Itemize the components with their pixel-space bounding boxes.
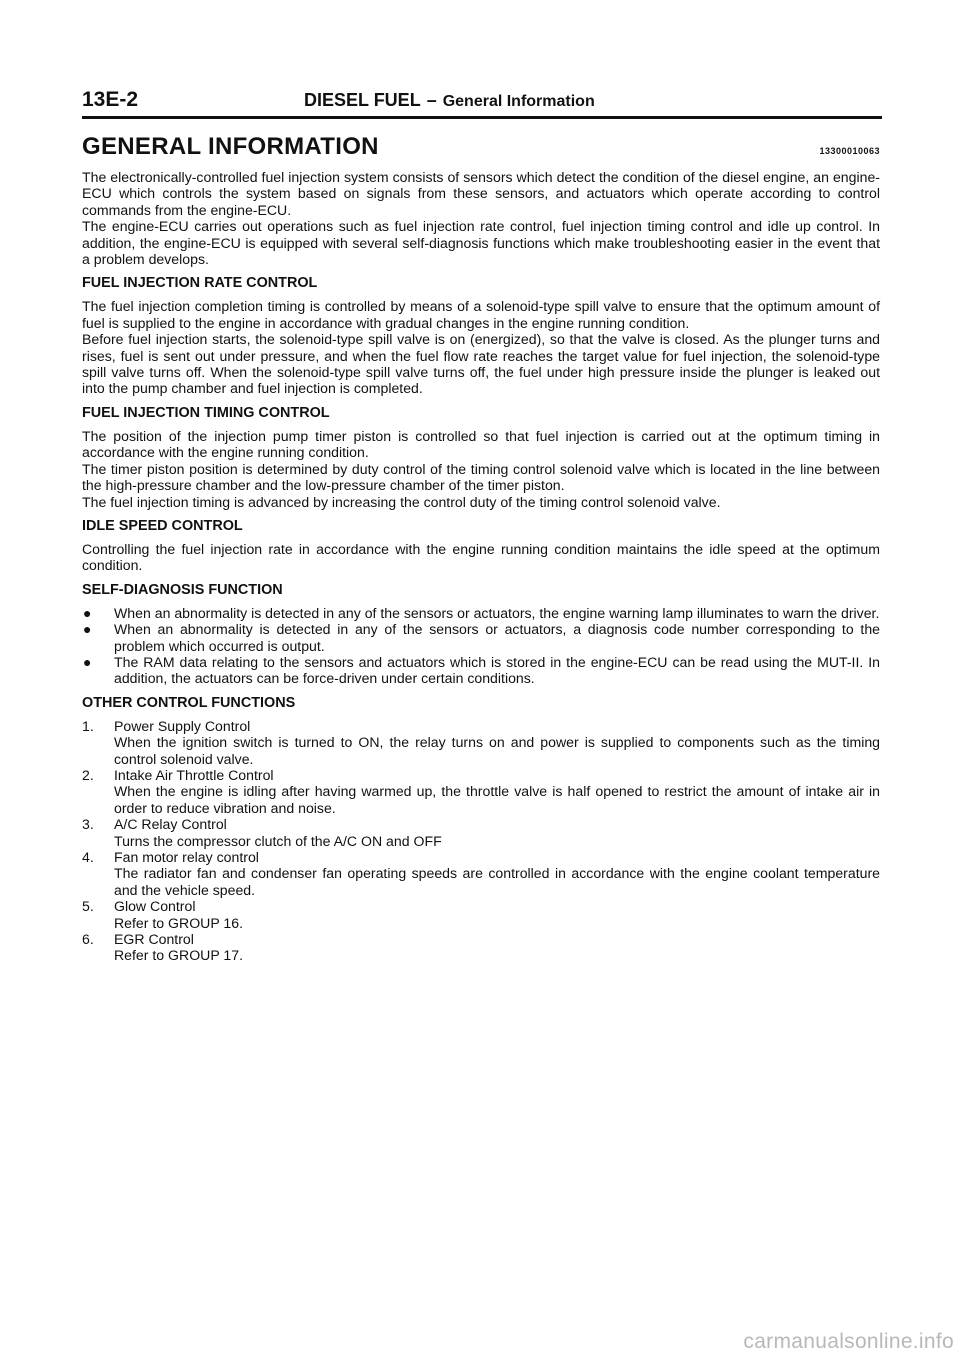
item-title: Glow Control (114, 898, 196, 915)
item-text: Turns the compressor clutch of the A/C ON and OFF (114, 832, 442, 849)
item-text: Refer to GROUP 17. (114, 947, 243, 964)
intro-paragraph: The engine-ECU carries out operations such as fuel injection rate control, fuel injection timing control and idle up control. In addition, the engine-ECU is equipped with several self-diagnosis functions which make troubleshooting easier in the event that a problem develops. (82, 218, 880, 268)
item-number: 2. (82, 766, 94, 783)
bullet-text: The RAM data relating to the sensors and actuators which is stored in the engine-ECU can be read using the MUT-II. In addition, the actuators can be force-driven under certain conditions. (114, 653, 880, 687)
bullet-dot-icon: ● (83, 604, 92, 621)
item-title: EGR Control (114, 931, 194, 948)
section-heading-self-diagnosis: SELF-DIAGNOSIS FUNCTION (82, 581, 283, 598)
main-heading-row (82, 133, 880, 161)
section-heading-other-functions: OTHER CONTROL FUNCTIONS (82, 694, 296, 711)
diagnosis-bullet-list (82, 605, 880, 687)
other-functions-list (82, 718, 880, 964)
item-text: When the ignition switch is turned to ON, the relay turns on and power is supplied to components such as the timing control solenoid valve. (114, 734, 880, 767)
header-separator: – (426, 90, 437, 110)
bullet-dot-icon: ● (83, 653, 92, 670)
document-id: 13300010063 (819, 146, 880, 156)
item-number: 3. (82, 816, 94, 833)
body-paragraph: The fuel injection timing is advanced by increasing the control duty of the timing control solenoid valve. (82, 493, 721, 510)
body-paragraph: The position of the injection pump timer piston is controlled so that fuel injection is carried out at the optimum timing in accordance with the engine running condition. (82, 427, 880, 461)
item-title: Intake Air Throttle Control (114, 766, 274, 783)
intro-paragraph: The electronically-controlled fuel injection system consists of sensors which detect the condition of the diesel engine, an engine-ECU which controls the system based on signals from these sensors, and actuators which operate according to control commands from the engine-ECU. (82, 169, 880, 218)
numbered-item (82, 767, 880, 816)
body-paragraph: Before fuel injection starts, the solenoid-type spill valve is on (energized), so that the valve is closed. As the plunger turns and rises, fuel is sent out under pressure, and when the fuel flow rate reaches the target value for fuel injection, the solenoid-type spill valve turns off. When the solenoid-type spill valve turns off, the fuel under high pressure inside the plunger is leaked out into the pump chamber and fuel injection is completed. (82, 331, 880, 397)
section-heading-idle-speed: IDLE SPEED CONTROL (82, 517, 243, 534)
subsection-name: General Information (442, 93, 595, 110)
bullet-item (82, 621, 880, 654)
bullet-item (82, 605, 880, 621)
item-number: 5. (82, 898, 94, 915)
numbered-item (82, 849, 880, 898)
running-header (82, 88, 880, 112)
body-paragraph: Controlling the fuel injection rate in accordance with the engine running condition maintains the idle speed at the optimum condition. (82, 540, 880, 574)
page-number: 13E-2 (82, 88, 139, 111)
item-text: When the engine is idling after having warmed up, the throttle valve is half opened to restrict the amount of intake air in order to reduce vibration and noise. (114, 783, 880, 816)
numbered-item (82, 718, 880, 767)
manual-page (82, 88, 880, 964)
item-title: Fan motor relay control (114, 849, 259, 865)
section-name: DIESEL FUEL (304, 90, 421, 110)
header-rule (82, 116, 882, 119)
item-title: Power Supply Control (114, 717, 251, 734)
page-title: GENERAL INFORMATION (82, 133, 379, 160)
item-title: A/C Relay Control (114, 816, 227, 833)
watermark: carmanualsonline.info (743, 1330, 954, 1353)
item-number: 4. (82, 849, 94, 865)
item-number: 6. (82, 931, 94, 948)
section-title (304, 90, 595, 111)
bullet-text: When an abnormality is detected in any of the sensors or actuators, a diagnosis code number corresponding to the problem which occurred is output. (114, 621, 880, 654)
body-paragraph: The fuel injection completion timing is controlled by means of a solenoid-type spill valve to ensure that the optimum amount of fuel is supplied to the engine in accordance with gradual changes in the engine running condition. (82, 298, 880, 331)
bullet-dot-icon: ● (83, 621, 92, 638)
section-heading-timing-control: FUEL INJECTION TIMING CONTROL (82, 404, 330, 421)
numbered-item (82, 898, 880, 931)
body-paragraph: The timer piston position is determined by duty control of the timing control solenoid valve which is located in the line between the high-pressure chamber and the low-pressure chamber of the timer piston. (82, 460, 880, 494)
bullet-item (82, 654, 880, 687)
item-text: Refer to GROUP 16. (114, 914, 243, 931)
item-number: 1. (82, 717, 94, 734)
bullet-text: When an abnormality is detected in any of the sensors or actuators, the engine warning lamp illuminates to warn the driver. (114, 604, 880, 621)
numbered-item (82, 816, 880, 849)
intro-block (82, 169, 880, 267)
section-heading-rate-control: FUEL INJECTION RATE CONTROL (82, 275, 318, 292)
item-text: The radiator fan and condenser fan operating speeds are controlled in accordance with the engine coolant temperature and the vehicle speed. (114, 865, 880, 898)
numbered-item (82, 931, 880, 964)
